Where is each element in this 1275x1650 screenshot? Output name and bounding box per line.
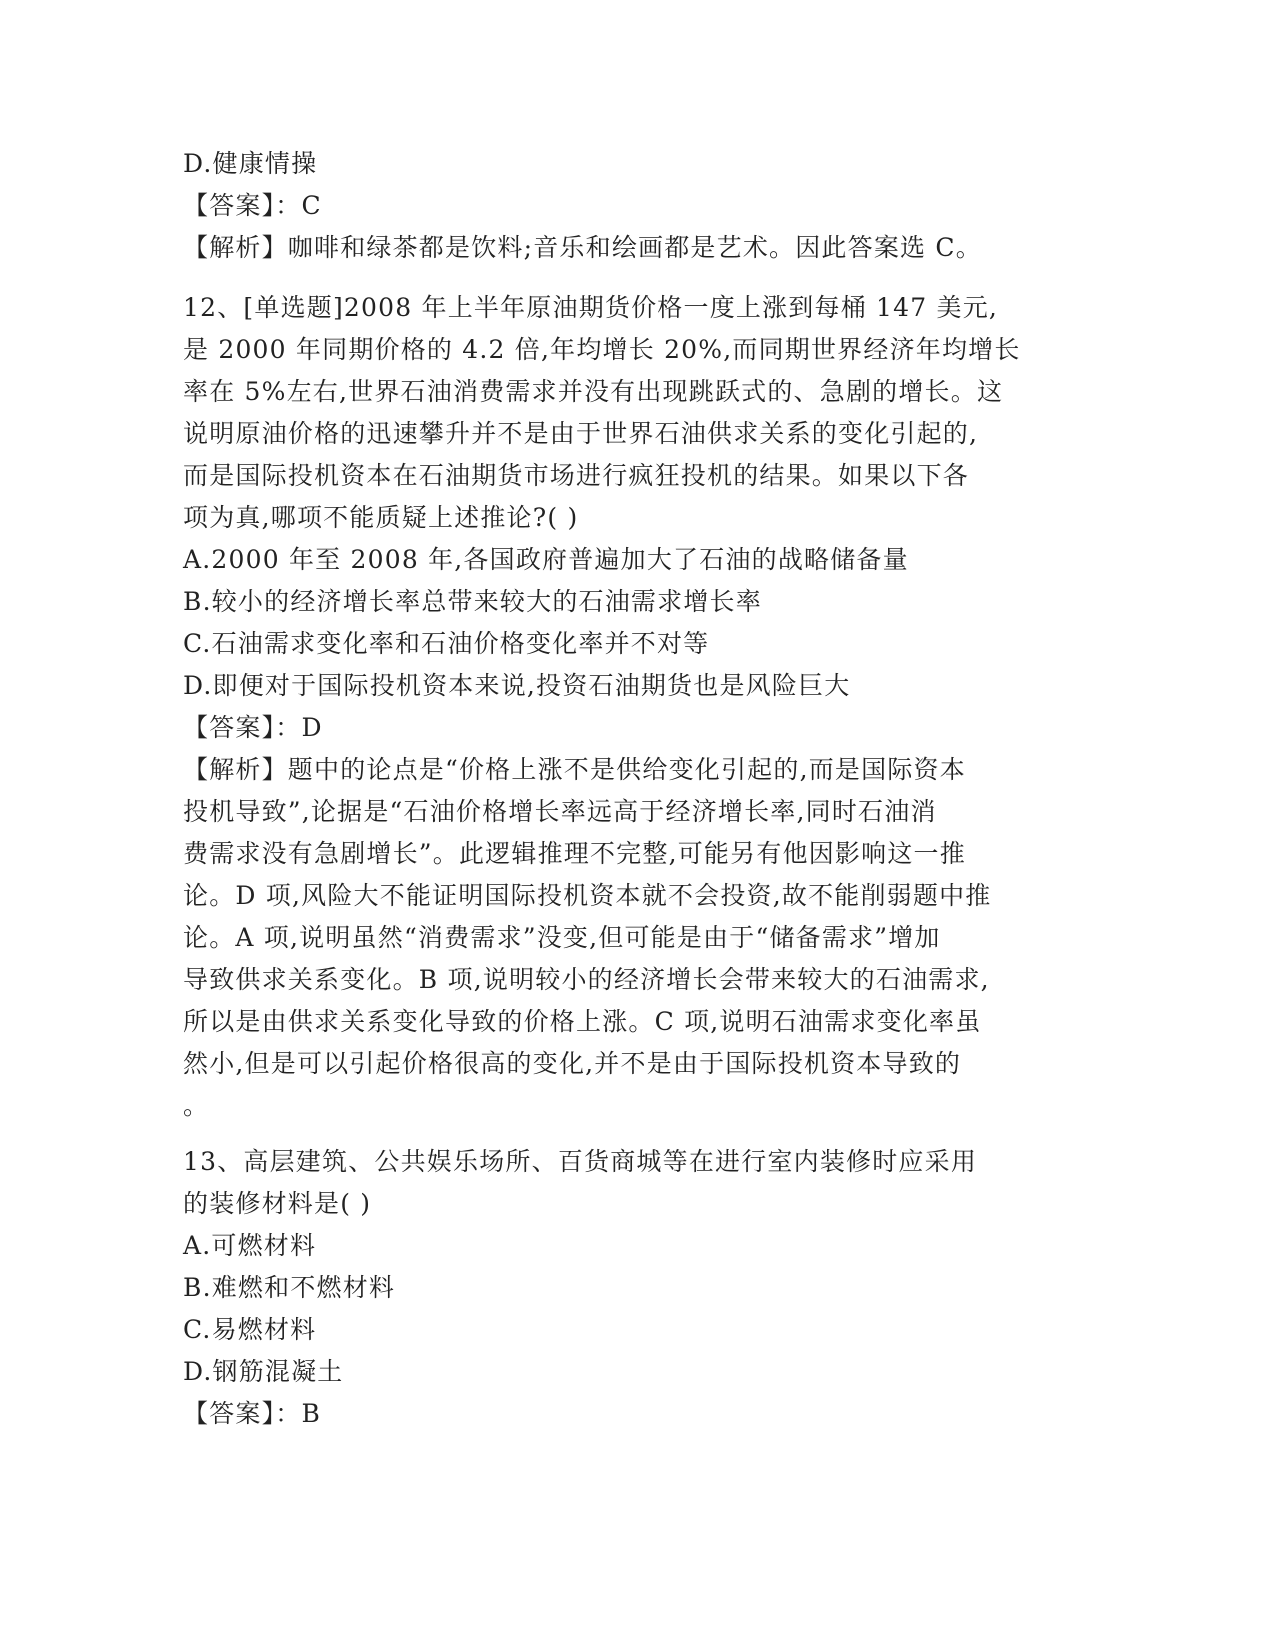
- option-a: A.2000 年至 2008 年,各国政府普遍加大了石油的战略储备量: [183, 545, 909, 574]
- option-b: B.较小的经济增长率总带来较大的石油需求增长率: [183, 587, 762, 616]
- question-stem-line: 说明原油价格的迅速攀升并不是由于世界石油供求关系的变化引起的,: [183, 419, 979, 448]
- question-stem-line: 13、高层建筑、公共娱乐场所、百货商城等在进行室内装修时应采用: [183, 1147, 978, 1176]
- option-d: D.钢筋混凝土: [183, 1357, 344, 1386]
- analysis-line: 。: [183, 1091, 210, 1120]
- analysis-line: 费需求没有急剧增长”。此逻辑推理不完整,可能另有他因影响这一推: [183, 839, 966, 868]
- answer-line: 【答案】：B: [183, 1399, 322, 1428]
- option-c: C.石油需求变化率和石油价格变化率并不对等: [183, 629, 710, 658]
- question-stem-line: 率在 5%左右,世界石油消费需求并没有出现跳跃式的、急剧的增长。这: [183, 377, 1004, 406]
- option-b: B.难燃和不燃材料: [183, 1273, 396, 1302]
- document-page: [183, 143, 1083, 1435]
- option-d: D.健康情操: [183, 149, 318, 178]
- analysis-line: 【解析】题中的论点是“价格上涨不是供给变化引起的,而是国际资本: [183, 755, 966, 784]
- question-12: [183, 287, 1083, 1127]
- answer-line: 【答案】：C: [183, 191, 322, 220]
- analysis-line: 导致供求关系变化。B 项,说明较小的经济增长会带来较大的石油需求,: [183, 965, 990, 994]
- question-stem-line: 是 2000 年同期价格的 4.2 倍,年均增长 20%,而同期世界经济年均增长: [183, 335, 1021, 364]
- question-stem-line: 的装修材料是( ): [183, 1189, 372, 1218]
- question-stem-line: 项为真,哪项不能质疑上述推论?( ): [183, 503, 579, 532]
- option-d: D.即便对于国际投机资本来说,投资石油期货也是风险巨大: [183, 671, 851, 700]
- analysis-line: 所以是由供求关系变化导致的价格上涨。C 项,说明石油需求变化率虽: [183, 1007, 982, 1036]
- analysis-line: 论。D 项,风险大不能证明国际投机资本就不会投资,故不能削弱题中推: [183, 881, 992, 910]
- question-stem-line: 而是国际投机资本在石油期货市场进行疯狂投机的结果。如果以下各: [183, 461, 970, 490]
- question-11-tail: [183, 143, 1083, 269]
- analysis-line: 然小,但是可以引起价格很高的变化,并不是由于国际投机资本导致的: [183, 1049, 962, 1078]
- analysis-line: 论。A 项,说明虽然“消费需求”没变,但可能是由于“储备需求”增加: [183, 923, 941, 952]
- question-13: [183, 1141, 1083, 1435]
- option-c: C.易燃材料: [183, 1315, 317, 1344]
- analysis-line: 投机导致”,论据是“石油价格增长率远高于经济增长率,同时石油消: [183, 797, 937, 826]
- analysis-line: 【解析】咖啡和绿茶都是饮料;音乐和绘画都是艺术。因此答案选 C。: [183, 233, 982, 262]
- option-a: A.可燃材料: [183, 1231, 317, 1260]
- question-stem-line: 12、[单选题]2008 年上半年原油期货价格一度上涨到每桶 147 美元,: [183, 293, 999, 322]
- answer-line: 【答案】：D: [183, 713, 323, 742]
